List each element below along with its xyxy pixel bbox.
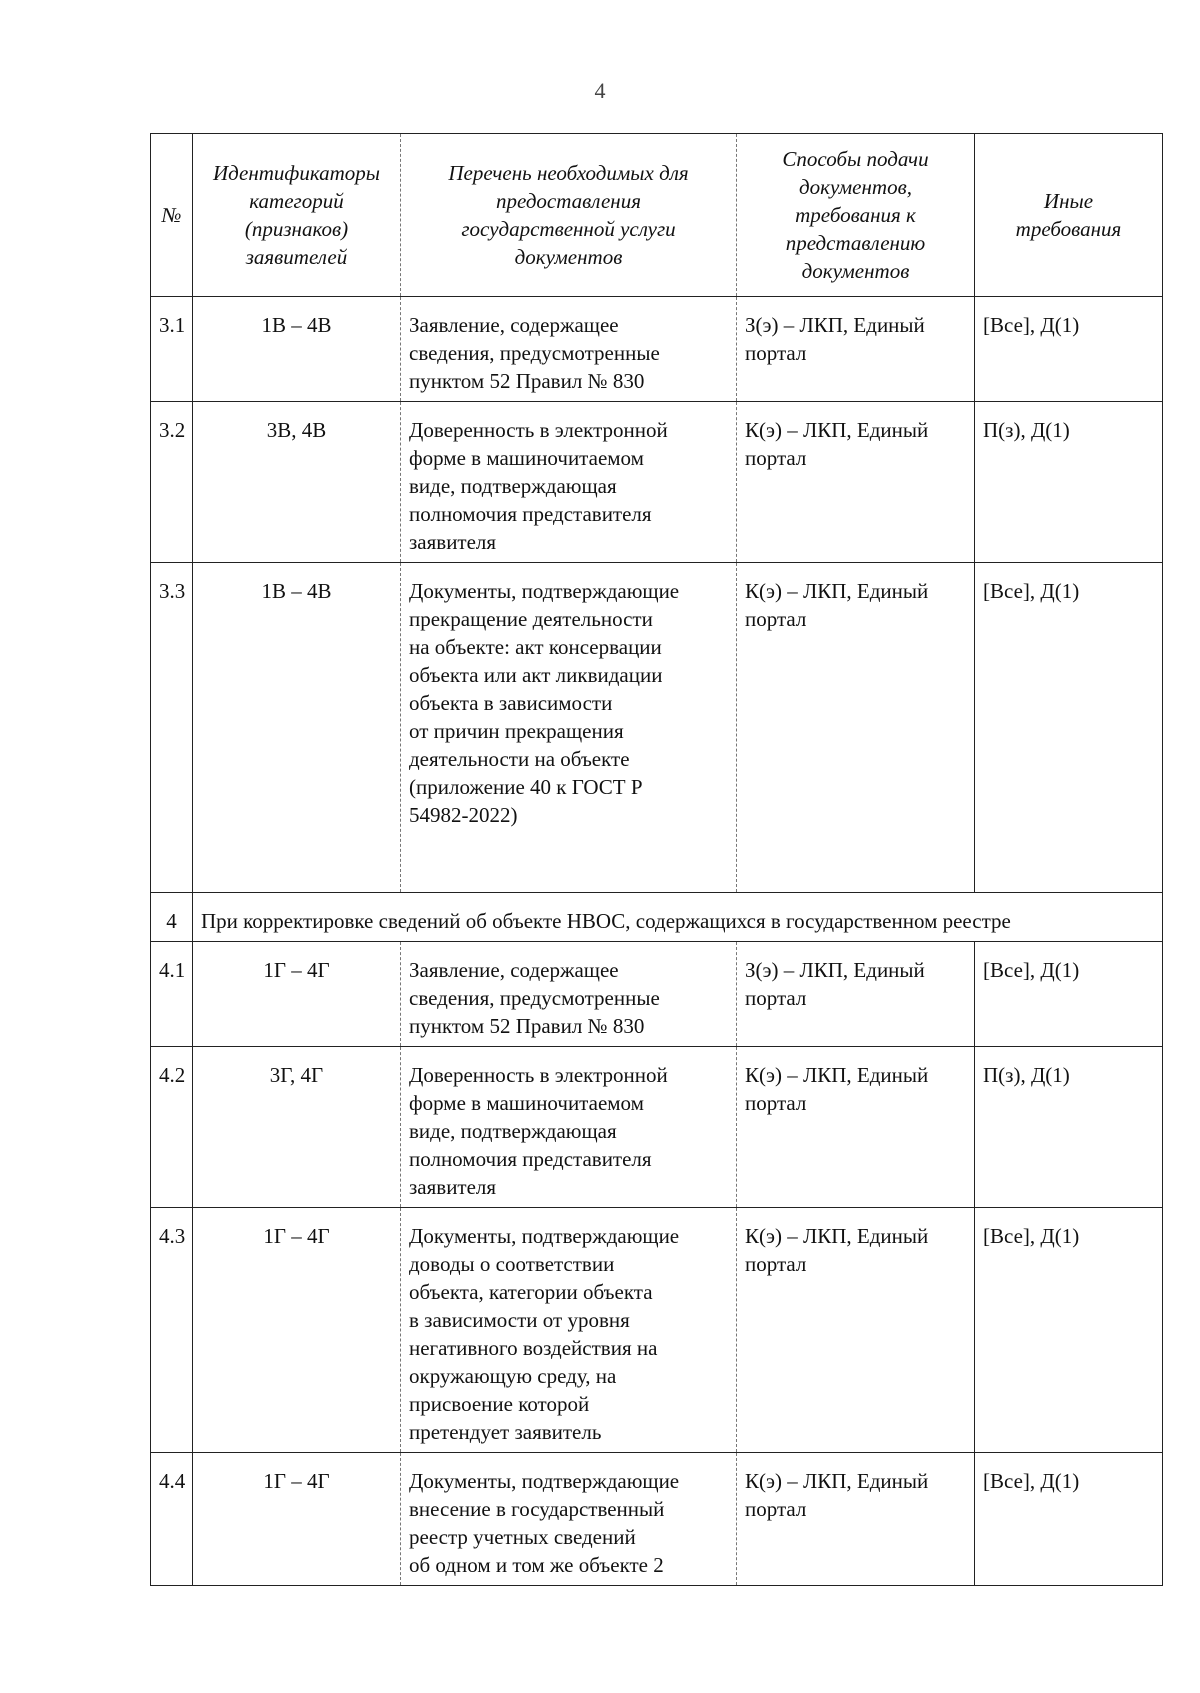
row-method: З(э) – ЛКП, Единый портал [737, 297, 975, 402]
table-row [151, 942, 1163, 1047]
row-categories: 1Г – 4Г [193, 1208, 401, 1453]
row-other: П(з), Д(1) [975, 1047, 1163, 1208]
table-row [151, 1047, 1163, 1208]
row-number: 4.3 [151, 1208, 193, 1453]
row-categories: 1В – 4В [193, 563, 401, 893]
header-categories: Идентификаторы категорий (признаков) заявителей [193, 134, 401, 297]
header-num: № [151, 134, 193, 297]
section-number: 4 [151, 893, 193, 942]
header-documents: Перечень необходимых для предоставления государственной услуги документов [401, 134, 737, 297]
row-document: Доверенность в электронной форме в машиночитаемом виде, подтверждающая полномочия представителя заявителя [401, 1047, 737, 1208]
row-categories: 1Г – 4Г [193, 942, 401, 1047]
row-method: К(э) – ЛКП, Единый портал [737, 563, 975, 893]
row-number: 4.4 [151, 1453, 193, 1586]
section-row [151, 893, 1163, 942]
row-other: [Все], Д(1) [975, 563, 1163, 893]
header-methods: Способы подачи документов, требования к представлению документов [737, 134, 975, 297]
header-other: Иные требования [975, 134, 1163, 297]
row-method: К(э) – ЛКП, Единый портал [737, 1208, 975, 1453]
row-method: К(э) – ЛКП, Единый портал [737, 1047, 975, 1208]
table-row [151, 402, 1163, 563]
row-other: [Все], Д(1) [975, 1208, 1163, 1453]
row-document: Заявление, содержащее сведения, предусмотренные пунктом 52 Правил № 830 [401, 942, 737, 1047]
row-method: К(э) – ЛКП, Единый портал [737, 1453, 975, 1586]
row-document: Доверенность в электронной форме в машиночитаемом виде, подтверждающая полномочия представителя заявителя [401, 402, 737, 563]
row-other: [Все], Д(1) [975, 1453, 1163, 1586]
row-categories: 1Г – 4Г [193, 1453, 401, 1586]
table-row [151, 297, 1163, 402]
row-document: Документы, подтверждающие прекращение деятельности на объекте: акт консервации объекта или акт ликвидации объекта в зависимости от причин прекращения деятельности на объекте (приложение 40 к ГОСТ Р 54982-2022) [401, 563, 737, 893]
row-categories: 1В – 4В [193, 297, 401, 402]
table-row [151, 563, 1163, 893]
row-number: 3.2 [151, 402, 193, 563]
table-header-row [151, 134, 1163, 297]
section-title: При корректировке сведений об объекте НВОС, содержащихся в государственном реестре [193, 893, 1163, 942]
row-number: 3.1 [151, 297, 193, 402]
row-categories: 3Г, 4Г [193, 1047, 401, 1208]
row-number: 4.2 [151, 1047, 193, 1208]
row-number: 4.1 [151, 942, 193, 1047]
row-method: К(э) – ЛКП, Единый портал [737, 402, 975, 563]
row-document: Заявление, содержащее сведения, предусмотренные пунктом 52 Правил № 830 [401, 297, 737, 402]
row-method: З(э) – ЛКП, Единый портал [737, 942, 975, 1047]
requirements-table [150, 133, 1163, 1586]
row-document: Документы, подтверждающие внесение в государственный реестр учетных сведений об одном и том же объекте 2 [401, 1453, 737, 1586]
table-row [151, 1208, 1163, 1453]
row-number: 3.3 [151, 563, 193, 893]
row-categories: 3В, 4В [193, 402, 401, 563]
row-document: Документы, подтверждающие доводы о соответствии объекта, категории объекта в зависимости от уровня негативного воздействия на окружающую среду, на присвоение которой претендует заявитель [401, 1208, 737, 1453]
page-number: 4 [594, 78, 606, 103]
table-row [151, 1453, 1163, 1586]
row-other: [Все], Д(1) [975, 297, 1163, 402]
row-other: П(з), Д(1) [975, 402, 1163, 563]
row-other: [Все], Д(1) [975, 942, 1163, 1047]
